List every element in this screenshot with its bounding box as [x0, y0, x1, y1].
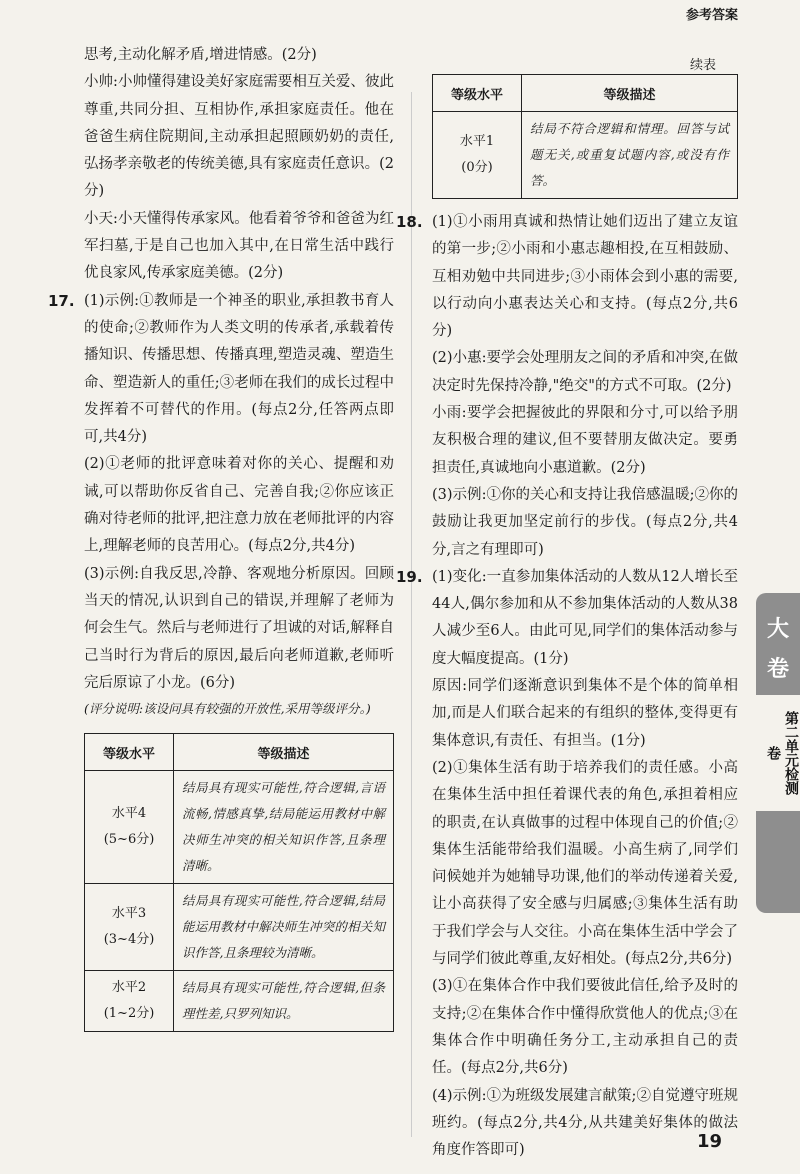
left-column: [48, 42, 394, 1032]
q18-part1: (1)①小雨用真诚和热情让她们迈出了建立友谊的第一步;②小雨和小惠志趣相投,在互相鼓励、互相劝勉中共同进步;③小雨体会到小惠的需要,以行动向小惠表达关心和支持。(每点2分,共6分): [432, 214, 738, 340]
table-header: 等级水平: [433, 75, 522, 112]
page-number: 19: [696, 1131, 722, 1152]
table-row: [433, 112, 738, 199]
table-row: [85, 771, 394, 884]
table-header: 等级描述: [522, 75, 738, 112]
q19-part1b: 原因:同学们逐渐意识到集体不是个体的简单相加,而是人们联合起来的有组织的整体,变得更有集体意识,有责任、有担当。(1分): [432, 678, 738, 749]
column-divider: [411, 92, 412, 1137]
question-number-18: 18.: [396, 213, 423, 231]
q18-part2a: (2)小惠:要学会处理朋友之间的矛盾和冲突,在做决定时先保持冷静,"绝交"的方式不可取。(2分): [432, 350, 738, 394]
scoring-note: (评分说明:该设问具有较强的开放性,采用等级评分。): [84, 701, 371, 717]
table-header: 等级描述: [174, 734, 394, 771]
q19-part2: (2)①集体生活有助于培养我们的责任感。小高在集体生活中担任着课代表的角色,承担着相应的职责,在认真做事的过程中体现自己的价值;②集体生活能带给我们温暖。小高生病了,同学们问候她并为她辅导功课,他们的举动传递着关爱,让小高获得了安全感与归属感;③集体生活有助于我们学会与人交往。小高在集体生活中学会了与同学们彼此尊重,友好相处。(每点2分,共6分): [432, 759, 738, 968]
q18-part2b: 小雨:要学会把握彼此的界限和分寸,可以给予朋友积极合理的建议,但不要替朋友做决定。要勇担责任,真诚地向小惠道歉。(2分): [432, 405, 738, 476]
level-score: (1~2分): [103, 1006, 155, 1022]
grading-table-continued: [432, 74, 738, 199]
answer-paragraph: 小天:小天懂得传承家风。他看着爷爷和爸爸为红军扫墓,于是自己也加入其中,在日常生活中践行优良家风,传承家庭美德。(2分): [84, 210, 394, 282]
continued-table-label: 续表: [690, 58, 717, 73]
answer-paragraph: 小帅:小帅懂得建设美好家庭需要相互关爱、彼此尊重,共同分担、互相协作,承担家庭责任。他在爸爸生病住院期间,主动承担起照顾奶奶的责任,弘扬孝亲敬老的传统美德,具有家庭责任意识。(2分): [84, 74, 394, 200]
q19-part3: (3)①在集体合作中我们要彼此信任,给予及时的支持;②在集体合作中懂得欣赏他人的优点;③在集体合作中明确任务分工,主动承担自己的责任。(每点2分,共6分): [432, 978, 738, 1077]
level-desc: 结局不符合逻辑和情理。回答与试题无关,或重复试题内容,或没有作答。: [522, 112, 738, 199]
side-tab: [756, 593, 800, 913]
side-tab-char: 大: [766, 616, 789, 642]
answer-paragraph: 思考,主动化解矛盾,增进情感。(2分): [84, 47, 317, 63]
level-label: 水平2: [111, 980, 147, 996]
grading-table: [84, 733, 394, 1032]
q17-part2: (2)①老师的批评意味着对你的关心、提醒和劝诫,可以帮助你反省自己、完善自我;②你应该正确对待老师的批评,把注意力放在老师批评的内容上,理解老师的良苦用心。(每点2分,共4分): [84, 456, 394, 555]
level-label: 水平4: [111, 806, 147, 822]
level-desc: 结局具有现实可能性,符合逻辑,结局能运用教材中解决师生冲突的相关知识作答,且条理较为清晰。: [174, 884, 394, 971]
q19-part1a: (1)变化:一直参加集体活动的人数从12人增长至44人,偶尔参加和从不参加集体活动的人数从38人减少至6人。由此可见,同学们的集体活动参与度大幅度提高。(1分): [432, 568, 738, 667]
q17-part1: (1)示例:①教师是一个神圣的职业,承担教书育人的使命;②教师作为人类文明的传承者,承载着传播知识、传播思想、传播真理,塑造灵魂、塑造生命、塑造新人的重任;③老师在我们的成长过程中发挥着不可替代的作用。(每点2分,任答两点即可,共4分): [84, 292, 394, 446]
q17-part3: (3)示例:自我反思,冷静、客观地分析原因。回顾当天的情况,认识到自己的错误,并理解了老师为何会生气。然后与老师进行了坦诚的对话,解释自己当时行为背后的原因,最后向老师道歉,老师听完后原谅了小龙。(6分): [84, 565, 394, 691]
table-header: 等级水平: [85, 734, 174, 771]
level-score: (0分): [461, 160, 493, 175]
table-row: [85, 884, 394, 971]
level-label: 水平1: [459, 134, 495, 149]
table-row: [85, 971, 394, 1032]
side-tab-char: 卷: [766, 656, 789, 682]
level-desc: 结局具有现实可能性,符合逻辑,言语流畅,情感真挚,结局能运用教材中解决师生冲突的相关知识作答,且条理清晰。: [174, 771, 394, 884]
question-number-17: 17.: [48, 291, 75, 310]
level-label: 水平3: [111, 906, 147, 922]
header-title: 参考答案: [685, 8, 738, 23]
question-number-19: 19.: [396, 567, 423, 586]
q19-part4: (4)示例:①为班级发展建言献策;②自觉遵守班规班约。(每点2分,共4分,从共建美好集体的做法角度作答即可): [432, 1087, 738, 1159]
level-score: (3~4分): [103, 932, 155, 948]
right-column: [396, 74, 738, 1164]
q18-part3: (3)示例:①你的关心和支持让我倍感温暖;②你的鼓励让我更加坚定前行的步伐。(每点2分,共4分,言之有理即可): [432, 486, 738, 558]
level-score: (5~6分): [103, 832, 155, 848]
unit-label: 第二单元检测卷: [756, 695, 800, 811]
level-desc: 结局具有现实可能性,符合逻辑,但条理性差,只罗列知识。: [174, 971, 394, 1032]
